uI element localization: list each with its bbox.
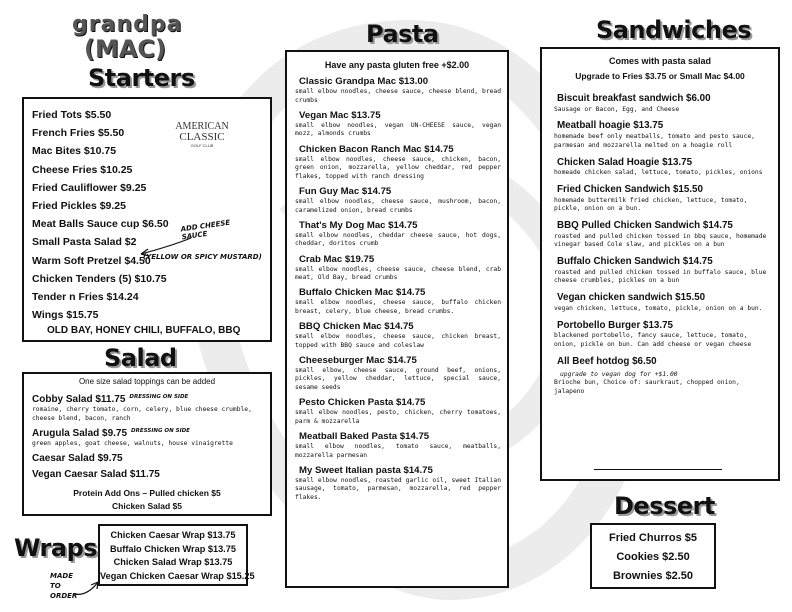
pasta-item xyxy=(295,254,501,283)
hotdog-desc: Brioche bun, Choice of: saurkraut, chopped onion, jalapeno xyxy=(554,379,740,395)
wraps-title: Wraps xyxy=(14,534,98,562)
sandwich-name: All Beef hotdog $6.50 xyxy=(557,355,657,367)
pasta-name: Crab Mac $19.75 xyxy=(299,253,375,265)
pasta-intro: Have any pasta gluten free +$2.00 xyxy=(324,60,470,70)
sandwich-desc: roasted and pulled chicken tossed in buffalo sauce, blue cheese crumbles, pickles on a bun xyxy=(554,268,767,285)
sandwich-name: Chicken Salad Hoagie $13.75 xyxy=(557,156,693,168)
brand-line1: grandpa xyxy=(72,12,183,37)
logo-line2: CLASSIC xyxy=(179,131,225,143)
sandwich-name: Portobello Burger $13.75 xyxy=(557,319,673,331)
chicken-salad-addon: Chicken Salad $5 xyxy=(112,501,182,511)
note-made-to-order: MADE TO ORDER xyxy=(50,572,78,600)
pasta-item xyxy=(295,431,501,460)
salad-title: Salad xyxy=(104,344,177,372)
pasta-desc: small elbow noodles, vegan UN-CHEESE sauce, vegan mozz, almonds crumbs xyxy=(295,121,501,138)
sandwich-desc: homemade beef only meatballs, tomato and pesto sauce, parmesan and mozzarella melted on a hoagie roll xyxy=(554,132,755,149)
arrow-icon xyxy=(72,578,102,598)
sandwich-item xyxy=(554,220,768,250)
salad-name: Vegan Caesar Salad $11.75 xyxy=(32,468,160,480)
pasta-item xyxy=(295,220,501,249)
sandwich-name: Fried Chicken Sandwich $15.50 xyxy=(557,184,703,196)
pasta-name: Pesto Chicken Pasta $14.75 xyxy=(299,397,426,409)
dessert-item: Fried Churros $5 xyxy=(608,532,698,544)
sandwich-desc: vegan chicken, lettuce, tomato, pickle, onion on a bun. xyxy=(554,304,763,312)
pasta-name: My Sweet Italian pasta $14.75 xyxy=(299,464,433,476)
salad-item xyxy=(32,466,264,482)
note-add-cheese: ADD CHEESE SAUCE xyxy=(180,218,231,242)
pasta-name: Vegan Mac $13.75 xyxy=(299,109,381,121)
starter-item: Warm Soft Pretzel $4.50 xyxy=(32,254,151,267)
wraps-box xyxy=(98,524,255,586)
pasta-desc: small elbow, cheese sauce, ground beef, onions, pickles, yellow cheddar, lettuce, special sauce, sesame seeds xyxy=(295,366,501,392)
dessert-box xyxy=(590,523,716,589)
sandwich-item xyxy=(554,184,768,214)
logo-line3: GOLF CLUB xyxy=(190,143,214,148)
sandwich-name: Buffalo Chicken Sandwich $14.75 xyxy=(557,256,713,268)
brand-line2: (MAC) xyxy=(84,35,167,63)
note-mustard: (YELLOW OR SPICY MUSTARD) xyxy=(143,253,262,261)
salad-note: DRESSING ON SIDE xyxy=(131,428,190,435)
dessert-list xyxy=(592,529,714,586)
pasta-desc: small elbow noodles, cheese sauce, mushroom, bacon, caramelized onion, bread crumbs xyxy=(295,197,501,214)
protein-addons: Protein Add Ons – Pulled chicken $5 xyxy=(73,488,221,498)
salad-item xyxy=(32,450,264,466)
salad-desc: romaine, cherry tomato, corn, celery, blue cheese crumble, cheese blend, bacon, ranch xyxy=(32,406,252,422)
pasta-desc: small elbow noodles, cheese sauce, chicken, bacon, green onion, mozzarella, yellow cheddar, red pepper flakes, topped with ranch dressing xyxy=(295,155,501,180)
sandwich-item xyxy=(554,120,768,150)
starters-list xyxy=(32,106,169,324)
pasta-item xyxy=(295,355,501,393)
starter-item: Mac Bites $10.75 xyxy=(32,145,117,158)
wrap-item: Chicken Salad Wrap $13.75 xyxy=(113,557,233,567)
sandwich-name: BBQ Pulled Chicken Sandwich $14.75 xyxy=(557,220,733,232)
salad-name: Arugula Salad $9.75 xyxy=(32,428,128,440)
salad-name: Cobby Salad $11.75 xyxy=(32,394,126,405)
salad-list xyxy=(32,390,264,482)
pasta-item xyxy=(295,287,501,316)
sandwich-desc: homemade buttermilk fried chicken, lettuce, tomato, pickle, onion on a bun. xyxy=(554,196,748,213)
starter-item: Wings $15.75 xyxy=(32,309,99,322)
starter-item: Tender n Fries $14.24 xyxy=(32,291,139,304)
pasta-item xyxy=(295,321,501,350)
sandwich-desc: Sausage or Bacon, Egg, and Cheese xyxy=(554,105,680,113)
pasta-name: Fun Guy Mac $14.75 xyxy=(299,185,392,197)
salad-intro: One size salad toppings can be added xyxy=(78,377,216,386)
pasta-item xyxy=(295,465,501,503)
pasta-desc: small elbow noodles, roasted garlic oil, sweet Italian sausage, tomato, parmesan, mozzarella, red pepper flakes. xyxy=(295,476,501,501)
pasta-desc: small elbow noodles, tomato sauce, meatballs, mozzarella parmesan xyxy=(295,443,501,459)
wrap-item: Vegan Chicken Caesar Wrap $15.25 xyxy=(100,570,255,581)
pasta-name: Meatball Baked Pasta $14.75 xyxy=(299,431,430,442)
sandwich-name: Meatball hoagie $13.75 xyxy=(557,120,664,132)
sandwich-list xyxy=(554,93,768,397)
sandwich-name: Biscuit breakfast sandwich $6.00 xyxy=(557,93,711,104)
starter-item: Fried Pickles $9.25 xyxy=(32,200,126,213)
pasta-name: Buffalo Chicken Mac $14.75 xyxy=(299,287,426,299)
sandwich-item xyxy=(554,292,768,313)
pasta-name: BBQ Chicken Mac $14.75 xyxy=(299,321,414,333)
sandwich-item xyxy=(554,157,768,178)
dessert-title: Dessert xyxy=(614,492,715,520)
starter-item: Chicken Tenders (5) $10.75 xyxy=(32,272,167,285)
pasta-desc: small elbow noodles, pesto, chicken, cherry tomatoes, parm & mozzarella xyxy=(295,409,501,425)
pasta-box xyxy=(285,50,509,588)
brand-mac: MAC xyxy=(94,35,156,63)
sandwich-intro1: Comes with pasta salad xyxy=(608,56,712,66)
pasta-desc: small elbow noodles, cheese sauce, chicken breast, topped with BBQ sauce and coleslaw xyxy=(295,333,501,349)
pasta-list xyxy=(295,76,501,507)
starter-item: Small Pasta Salad $2 xyxy=(32,236,137,249)
salad-name: Caesar Salad $9.75 xyxy=(32,452,123,464)
wraps-list xyxy=(100,529,255,583)
pasta-name: That's My Dog Mac $14.75 xyxy=(299,219,418,231)
pasta-item xyxy=(295,186,501,215)
salad-item xyxy=(32,390,264,407)
starters-title: Starters xyxy=(88,64,195,92)
hotdog-upgrade: upgrade to vegan dog for +$1.00 xyxy=(560,370,678,378)
pasta-item xyxy=(295,76,501,105)
pasta-desc: small elbow noodles, cheese sauce, cheese blend, crab meat, Old Bay, bread crumbs xyxy=(295,265,501,282)
salad-desc: green apples, goat cheese, walnuts, house vinaigrette xyxy=(32,440,233,448)
sandwiches-box xyxy=(540,47,780,481)
logo-line1: AMERICAN xyxy=(175,121,229,132)
pasta-item xyxy=(295,397,501,426)
starters-box xyxy=(22,97,272,342)
pasta-name: Chicken Bacon Ranch Mac $14.75 xyxy=(299,143,454,155)
pasta-title: Pasta xyxy=(366,20,439,48)
wrap-item: Buffalo Chicken Wrap $13.75 xyxy=(110,543,236,554)
starter-item: Fried Tots $5.50 xyxy=(32,109,112,121)
pasta-desc: small elbow noodles, cheese sauce, buffalo chicken breast, celery, blue cheese, bread crumbs. xyxy=(295,299,501,315)
american-classic-logo xyxy=(167,121,237,157)
dessert-item: Cookies $2.50 xyxy=(616,551,690,563)
pasta-name: Classic Grandpa Mac $13.00 xyxy=(299,76,429,87)
pasta-name: Cheeseburger Mac $14.75 xyxy=(299,354,417,366)
sandwich-intro2: Upgrade to Fries $3.75 or Small Mac $4.00 xyxy=(575,71,745,81)
starter-item: Cheese Fries $10.25 xyxy=(32,163,133,176)
salad-note: DRESSING ON SIDE xyxy=(129,394,189,400)
sandwiches-title: Sandwiches xyxy=(596,16,752,44)
starter-item: Fried Cauliflower $9.25 xyxy=(32,181,147,194)
pasta-item xyxy=(295,144,501,182)
starter-item: French Fries $5.50 xyxy=(32,127,125,140)
salad-item xyxy=(32,424,264,441)
sandwich-desc: blackened portobello, fancy sauce, lettuce, tomato, onion, pickle on bun. Can add cheese or vegan cheese xyxy=(554,332,752,348)
starter-item: Meat Balls Sauce cup $6.50 xyxy=(32,218,169,231)
sandwich-desc: roasted and pulled chicken tossed in bbq sauce, homemade vinegar based Cole slaw, and pickles on a bun xyxy=(554,232,767,249)
sandwich-desc: homeade chicken salad, lettuce, tomato, pickles, onions xyxy=(554,169,763,177)
wing-flavors: OLD BAY, HONEY CHILI, BUFFALO, BBQ xyxy=(47,325,241,336)
pasta-item xyxy=(295,110,501,139)
sandwich-item xyxy=(554,320,768,350)
sandwich-item xyxy=(554,256,768,286)
pasta-desc: small elbow noodles, cheese sauce, cheese blend, bread crumbs xyxy=(295,88,501,104)
salad-box xyxy=(22,372,272,516)
pasta-desc: small elbow noodles, cheddar cheese sauce, hot dogs, cheddar, doritos crumb xyxy=(295,231,501,248)
wrap-item: Chicken Caesar Wrap $13.75 xyxy=(110,530,236,540)
dessert-item: Brownies $2.50 xyxy=(612,570,694,582)
sandwich-name: Vegan chicken sandwich $15.50 xyxy=(557,292,706,304)
sandwich-item xyxy=(554,93,768,114)
sandwich-item xyxy=(554,356,768,369)
divider xyxy=(594,469,722,470)
